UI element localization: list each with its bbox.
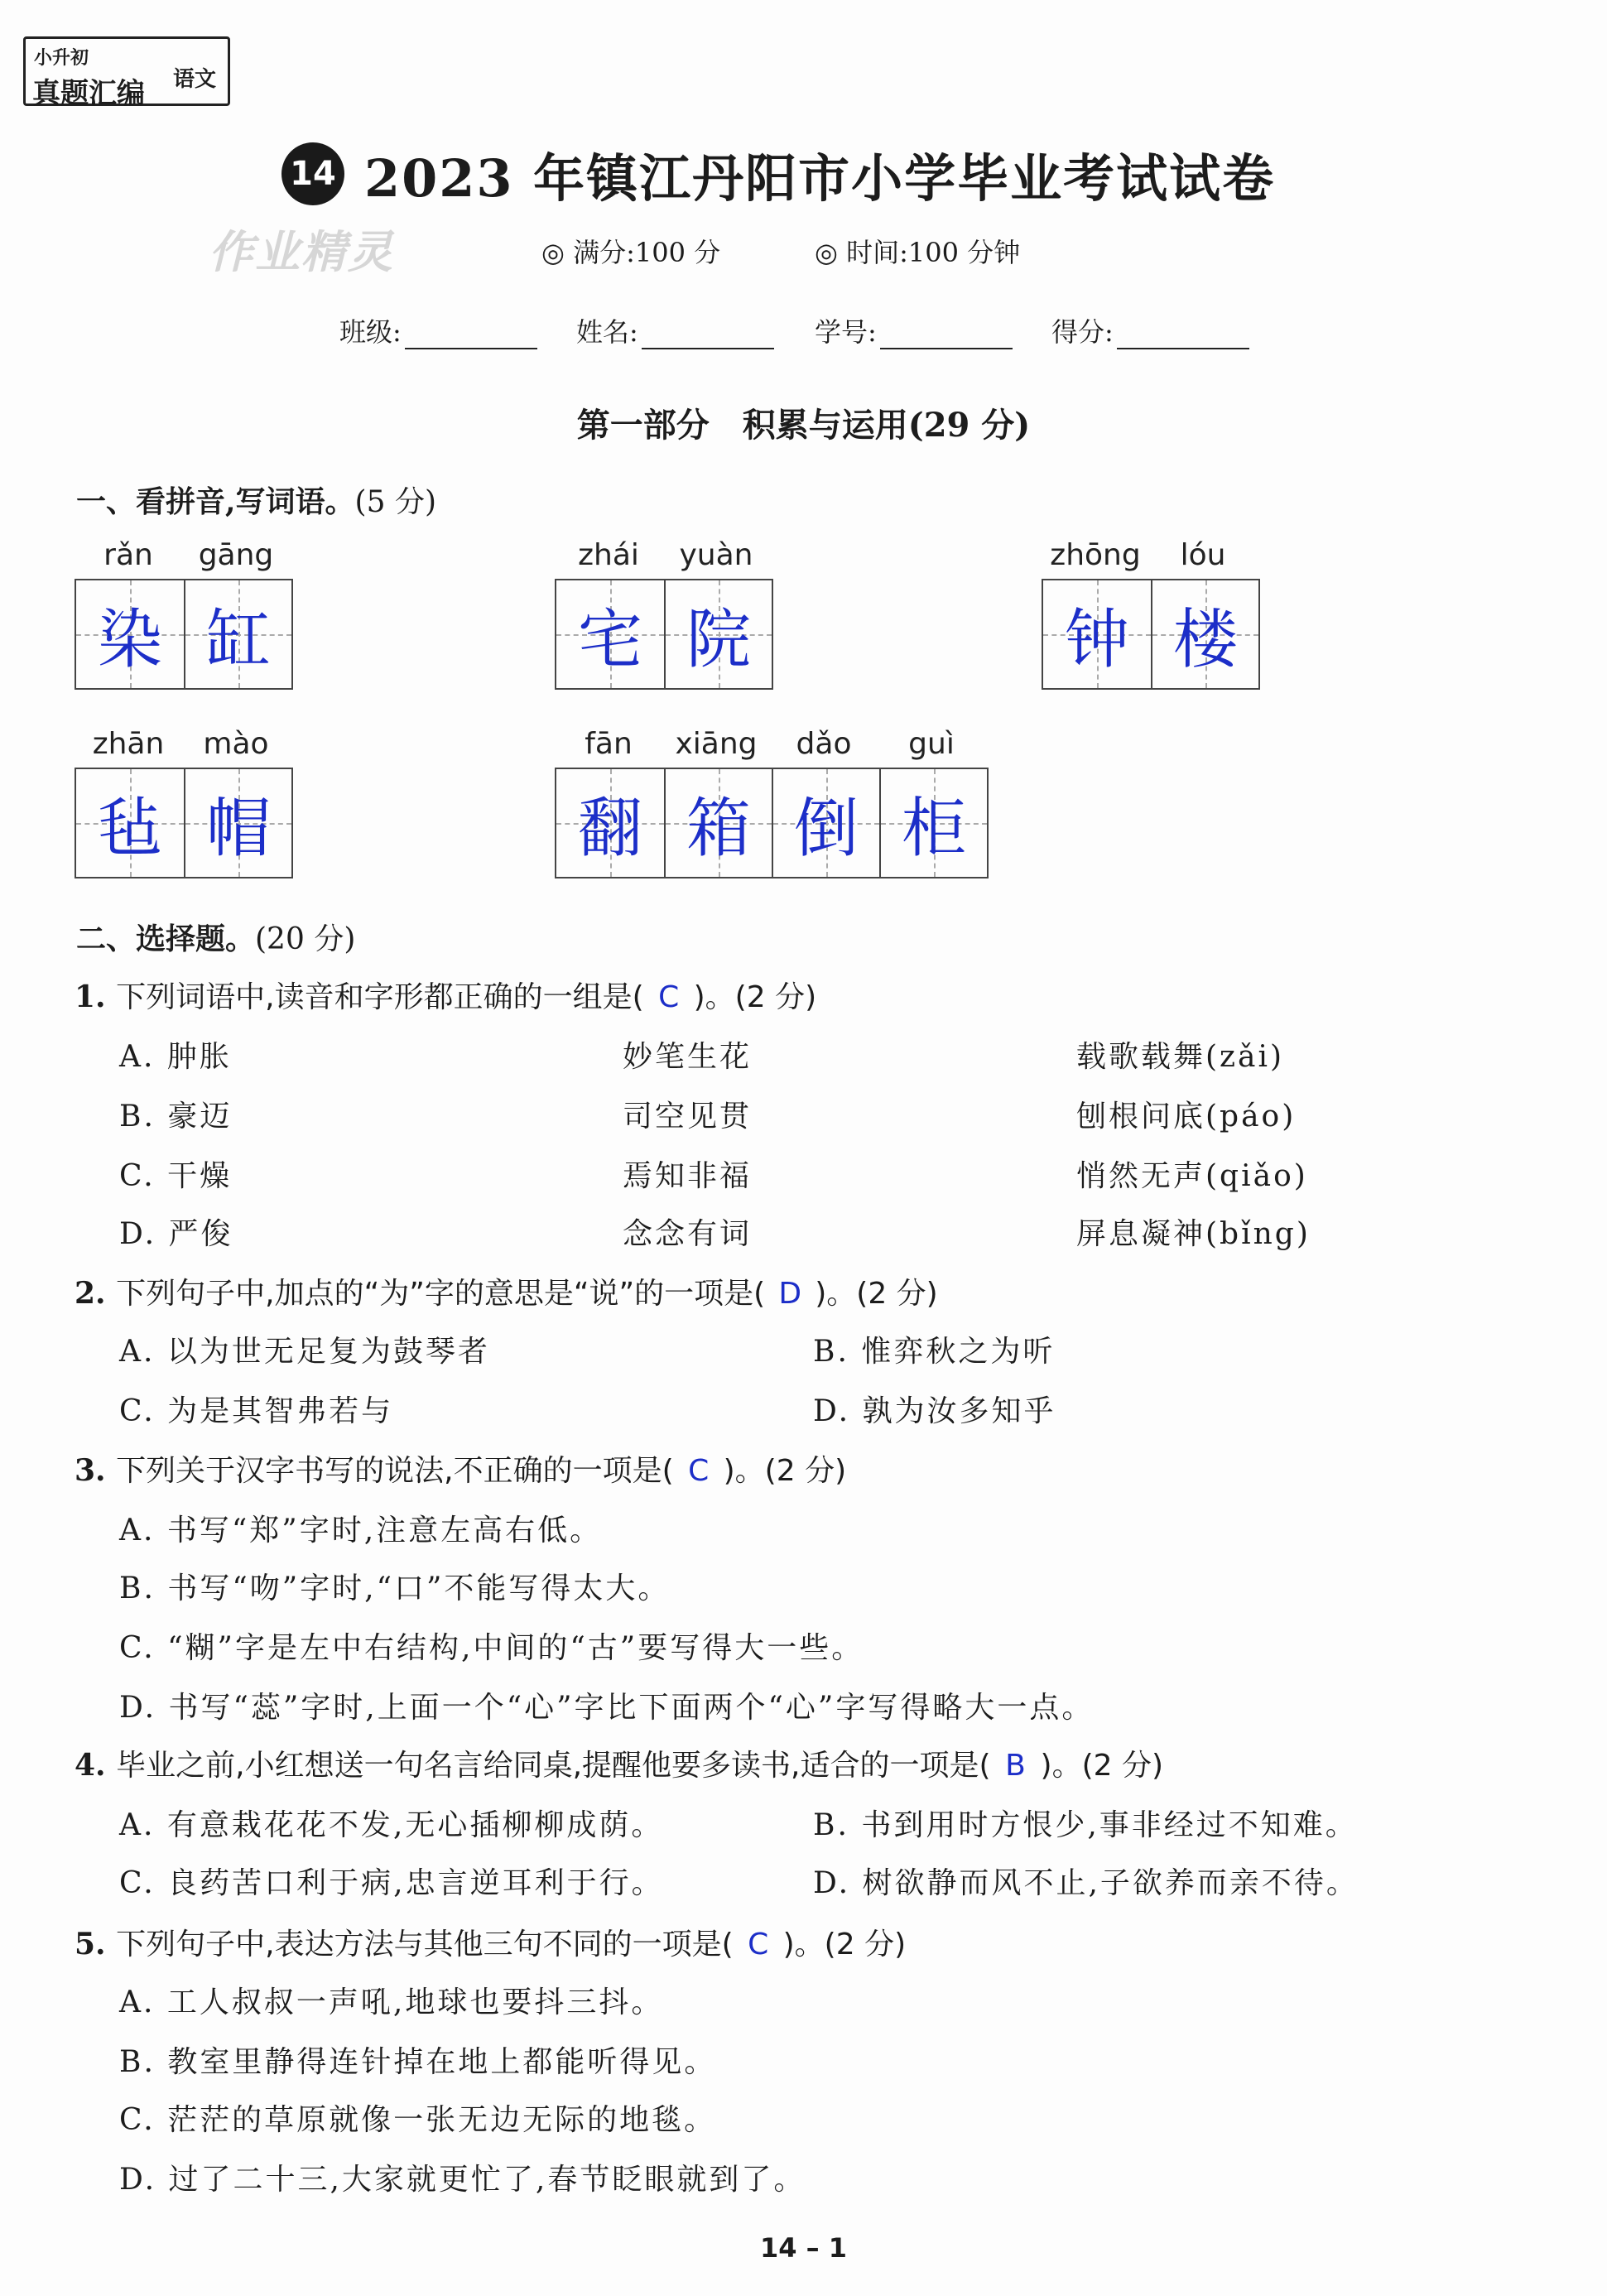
option-b: B. 惟弈秋之为听 <box>813 1335 1056 1369</box>
written-character[interactable]: 楼 <box>1151 580 1258 688</box>
question-number: 4. <box>75 1748 106 1783</box>
option-a: A. 有意栽花花不发,无心插柳柳成荫。 <box>119 1808 664 1842</box>
section-one-points: (5 分) <box>354 485 436 519</box>
pinyin-label: dǎo <box>796 727 852 761</box>
pinyin-group <box>75 727 293 878</box>
pinyin-group <box>555 727 989 878</box>
answer-mark[interactable]: C <box>688 1454 710 1488</box>
option-a: A. 书写“郑”字时,注意左高右低。 <box>119 1514 603 1548</box>
score-label: 得分: <box>1051 316 1114 348</box>
answer-mark[interactable]: B <box>1005 1749 1026 1783</box>
student-number-field[interactable] <box>815 311 1013 349</box>
option-word: 司空见贯 <box>623 1100 753 1134</box>
option-b: B. 教室里静得连针掉在地上都能听得见。 <box>119 2045 717 2079</box>
name-field[interactable] <box>576 311 774 349</box>
option-b: B. 书到用时方恨少,事非经过不知难。 <box>813 1808 1358 1842</box>
option-row: D. 严俊 <box>119 1217 233 1251</box>
question-number: 1. <box>75 980 106 1014</box>
question-stem: 毕业之前,小红想送一句名言给同桌,提醒他要多读书,适合的一项是( <box>116 1749 991 1783</box>
written-character[interactable]: 毡 <box>76 769 184 877</box>
watermark: 作业精灵 <box>209 226 394 278</box>
pinyin-label: zhān <box>92 727 165 761</box>
question-number: 3. <box>75 1453 106 1488</box>
answer-mark[interactable]: C <box>748 1928 769 1961</box>
part-one-title: 第一部分 积累与运用(29 分) <box>576 406 1031 445</box>
section-two-label: 二、选择题。 <box>76 922 256 956</box>
option-word: 念念有词 <box>623 1217 753 1251</box>
option-c: C. “糊”字是左中右结构,中间的“古”要写得大一些。 <box>119 1631 864 1665</box>
written-character[interactable]: 箱 <box>664 769 772 877</box>
pinyin-label: mào <box>203 727 269 761</box>
paper-number-badge: 14 <box>281 142 344 205</box>
pinyin-group <box>75 538 293 690</box>
question-3 <box>75 1447 846 1490</box>
section-one-title <box>76 479 436 521</box>
name-label: 姓名: <box>576 316 638 348</box>
badge-main-text: 真题汇编 <box>32 77 145 110</box>
writing-grid <box>1042 579 1260 690</box>
writing-grid <box>75 579 293 690</box>
exam-time: ◎ 时间:100 分钟 <box>815 237 1021 268</box>
question-number: 2. <box>75 1276 106 1311</box>
option-d: D. 孰为汝多知乎 <box>813 1394 1056 1428</box>
written-character[interactable]: 院 <box>664 580 772 688</box>
option-c: C. 茫茫的草原就像一张无边无际的地毯。 <box>119 2103 717 2137</box>
answer-mark[interactable]: D <box>778 1277 802 1311</box>
option-word: 载歌载舞(zǎi) <box>1076 1040 1285 1074</box>
written-character[interactable]: 宅 <box>556 580 664 688</box>
option-word: 焉知非福 <box>623 1159 753 1193</box>
student-number-label: 学号: <box>815 316 877 348</box>
pinyin-label: zhái <box>578 538 639 572</box>
question-stem: 下列句子中,表达方法与其他三句不同的一项是( <box>116 1928 734 1961</box>
pinyin-label: xiāng <box>675 727 758 761</box>
option-d: D. 树欲静而风不止,子欲养而亲不待。 <box>813 1866 1359 1900</box>
question-points: )。(2 分) <box>815 1277 938 1311</box>
class-label: 班级: <box>339 316 402 348</box>
question-2 <box>75 1270 938 1312</box>
writing-grid <box>75 768 293 878</box>
written-character[interactable]: 钟 <box>1043 580 1151 688</box>
option-word: 刨根问底(páo) <box>1076 1100 1297 1134</box>
question-points: )。(2 分) <box>723 1454 847 1488</box>
section-two-points: (20 分) <box>255 922 356 956</box>
question-number: 5. <box>75 1927 106 1961</box>
option-row: A. 肿胀 <box>119 1040 232 1074</box>
series-badge <box>23 36 230 110</box>
class-field[interactable] <box>339 311 537 349</box>
option-d: D. 书写“蕊”字时,上面一个“心”字比下面两个“心”字写得略大一点。 <box>119 1691 1095 1725</box>
question-points: )。(2 分) <box>1040 1749 1164 1783</box>
section-one-label: 一、看拼音,写词语。 <box>76 484 355 519</box>
question-4 <box>75 1742 1163 1784</box>
question-stem: 下列关于汉字书写的说法,不正确的一项是( <box>116 1454 674 1488</box>
student-info-fields <box>0 311 1607 353</box>
writing-grid <box>555 768 989 878</box>
written-character[interactable]: 帽 <box>184 769 291 877</box>
page-number: 14 – 1 <box>759 2232 848 2264</box>
badge-subject: 语文 <box>173 67 217 92</box>
question-5 <box>75 1921 906 1963</box>
question-stem: 下列词语中,读音和字形都正确的一组是( <box>116 980 644 1014</box>
option-row: B. 豪迈 <box>119 1100 233 1134</box>
section-two-title <box>76 916 355 958</box>
written-character[interactable]: 柜 <box>879 769 987 877</box>
score-field[interactable] <box>1051 311 1249 349</box>
option-d: D. 过了二十三,大家就更忙了,春节眨眼就到了。 <box>119 2163 806 2197</box>
full-score: ◎ 满分:100 分 <box>541 237 721 268</box>
pinyin-label: yuàn <box>679 538 753 572</box>
pinyin-label: zhōng <box>1050 538 1141 572</box>
written-character[interactable]: 翻 <box>556 769 664 877</box>
option-b: B. 书写“吻”字时,“口”不能写得太大。 <box>119 1572 671 1605</box>
badge-top-text: 小升初 <box>34 48 89 69</box>
pinyin-group <box>555 538 773 690</box>
pinyin-label: rǎn <box>103 538 153 572</box>
option-c: C. 为是其智弗若与 <box>119 1394 394 1428</box>
option-a: A. 以为世无足复为鼓琴者 <box>119 1335 490 1369</box>
writing-grid <box>555 579 773 690</box>
pinyin-label: gāng <box>198 538 274 572</box>
option-row: C. 干燥 <box>119 1159 233 1193</box>
written-character[interactable]: 缸 <box>184 580 291 688</box>
option-a: A. 工人叔叔一声吼,地球也要抖三抖。 <box>119 1986 664 2019</box>
option-word: 悄然无声(qiǎo) <box>1076 1159 1308 1193</box>
option-word: 妙笔生花 <box>623 1040 753 1074</box>
pinyin-label: fān <box>585 727 633 761</box>
pinyin-label: guì <box>908 727 955 761</box>
option-c: C. 良药苦口利于病,忠言逆耳利于行。 <box>119 1866 664 1900</box>
paper-title-text: 2023 年镇江丹阳市小学毕业考试试卷 <box>364 147 1276 209</box>
paper-title <box>281 132 1358 215</box>
question-points: )。(2 分) <box>782 1928 907 1961</box>
written-character[interactable]: 倒 <box>772 769 879 877</box>
question-stem: 下列句子中,加点的“为”字的意思是“说”的一项是( <box>116 1277 766 1311</box>
pinyin-group <box>1042 538 1260 690</box>
written-character[interactable]: 染 <box>76 580 184 688</box>
question-1 <box>75 974 816 1016</box>
pinyin-label: lóu <box>1180 538 1226 572</box>
answer-mark[interactable]: C <box>658 980 680 1014</box>
option-word: 屏息凝神(bǐng) <box>1076 1217 1311 1251</box>
question-points: )。(2 分) <box>693 980 817 1014</box>
